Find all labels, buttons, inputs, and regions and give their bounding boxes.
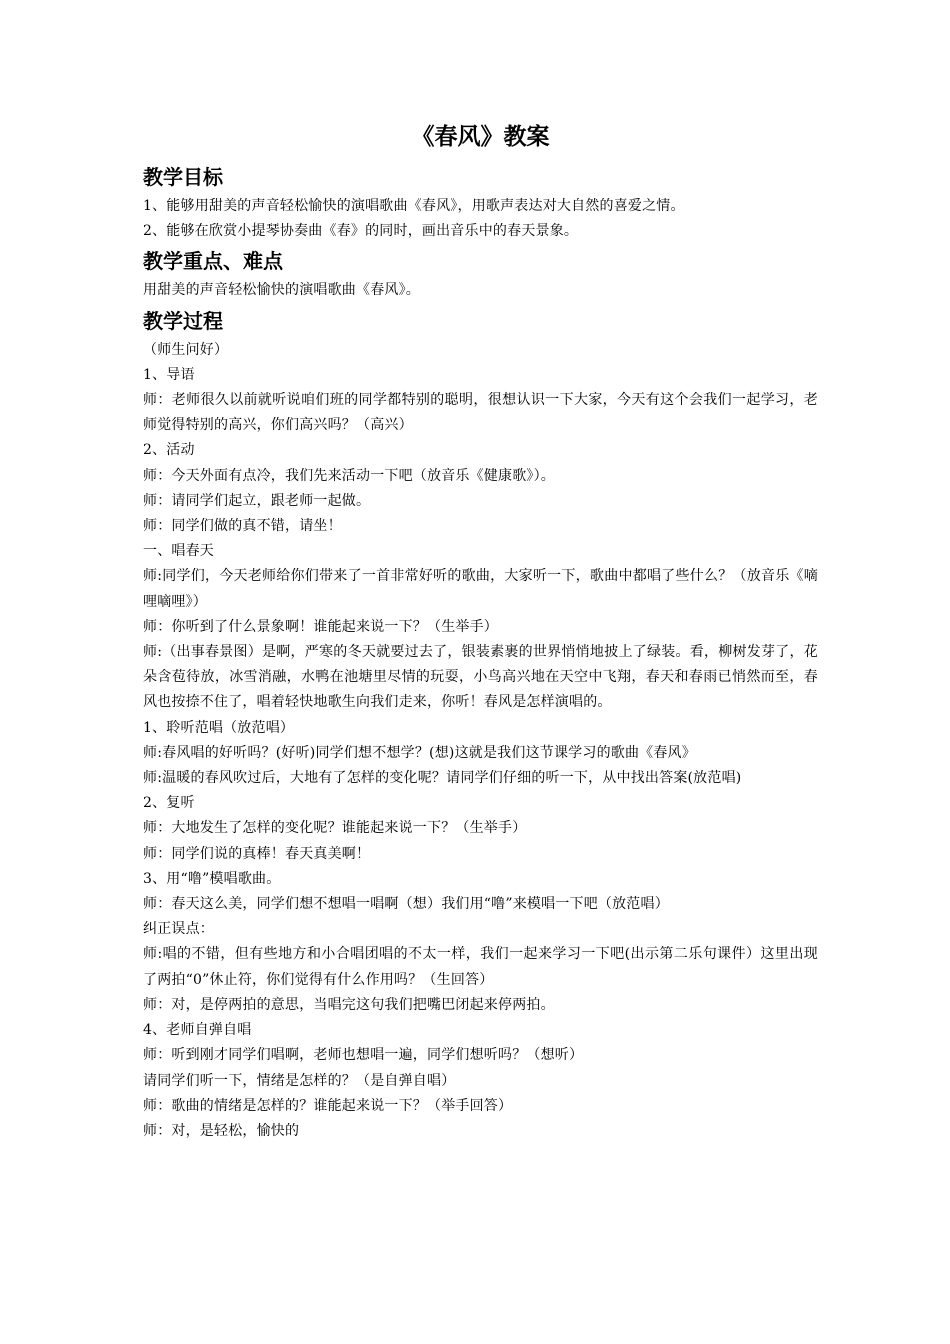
- section-heading-key-points: 教学重点、难点: [143, 249, 283, 274]
- process-line: 师:唱的不错，但有些地方和小合唱团唱的不太一样，我们一起来学习一下吧(出示第二乐句课件）这里出现了两拍“0”休止符，你们觉得有什么作用吗？（生回答）: [143, 946, 818, 988]
- process-line: 纠正误点：: [143, 921, 214, 938]
- process-line: 2、复听: [143, 795, 195, 812]
- section-heading-goals: 教学目标: [143, 165, 223, 189]
- process-line: 师：春天这么美，同学们想不想唱一唱啊（想）我们用“噜”来模唱一下吧（放范唱）: [143, 896, 669, 913]
- goals-line: 2、能够在欣赏小提琴协奏曲《春》的同时，画出音乐中的春天景象。: [143, 223, 579, 240]
- process-line: 师:（出事春景图）是啊，严寒的冬天就要过去了，银装素裹的世界悄悄地披上了绿装。看，柳树发芽了，花朵含苞待放，冰雪消融，水鸭在池塘里尽情的玩耍，小鸟高兴地在天空中飞翔，春天和春雨已悄然而至，春风也按捺不住了，唱着轻快地歌生向我们走来，你听！春风是怎样演唱的。: [143, 644, 818, 711]
- key-points-body: [143, 278, 818, 303]
- process-line: 师：老师很久以前就听说咱们班的同学都特别的聪明，很想认识一下大家，今天有这个会我们一起学习，老师觉得特别的高兴，你们高兴吗？（高兴）: [143, 392, 818, 434]
- process-line: 师：听到刚才同学们唱啊，老师也想唱一遍，同学们想听吗？（想听）: [143, 1047, 584, 1064]
- process-line: 请同学们听一下，情绪是怎样的？（是自弹自唱）: [143, 1072, 456, 1089]
- process-line: 师：同学们做的真不错，请坐！: [143, 518, 342, 535]
- process-line: 师:同学们，今天老师给你们带来了一首非常好听的歌曲，大家听一下，歌曲中都唱了些什么？（放音乐《嘀哩嘀哩》）: [143, 568, 818, 610]
- process-line: 师:温暖的春风吹过后，大地有了怎样的变化呢？请同学们仔细的听一下，从中找出答案(放范唱): [143, 770, 742, 787]
- key-points-line: 用甜美的声音轻松愉快的演唱歌曲《春风》。: [143, 282, 420, 299]
- process-line: 4、老师自弹自唱: [143, 1022, 252, 1039]
- document-page: [143, 118, 818, 1144]
- process-line: 1、聆听范唱（放范唱）: [143, 719, 295, 736]
- process-line: 师：今天外面有点冷，我们先来活动一下吧（放音乐《健康歌》）。: [143, 467, 555, 484]
- process-body: [143, 338, 818, 1145]
- process-line: 1、导语: [143, 366, 195, 383]
- process-line: 师：对，是停两拍的意思，当唱完这句我们把嘴巴闭起来停两拍。: [143, 996, 555, 1013]
- process-line: 师：对，是轻松，愉快的: [143, 1122, 300, 1139]
- document-title: 《春风》教案: [411, 124, 550, 150]
- process-line: 师：同学们说的真棒！春天真美啊！: [143, 845, 371, 862]
- goals-body: [143, 194, 818, 244]
- process-line: 3、用“噜”模唱歌曲。: [143, 870, 281, 887]
- goals-line: 1、能够用甜美的声音轻松愉快的演唱歌曲《春风》，用歌声表达对大自然的喜爱之情。: [143, 198, 685, 214]
- process-line: 师：你听到了什么景象啊！谁能起来说一下？（生举手）: [143, 618, 498, 635]
- process-line: 师:春风唱的好听吗？(好听)同学们想不想学？(想)这就是我们这节课学习的歌曲《春风》: [143, 744, 696, 761]
- process-line: 师：大地发生了怎样的变化呢？谁能起来说一下？（生举手）: [143, 820, 527, 837]
- process-line: 2、活动: [143, 442, 195, 459]
- process-line: 师：歌曲的情绪是怎样的？谁能起来说一下？（举手回答）: [143, 1097, 513, 1114]
- process-line: 师：请同学们起立，跟老师一起做。: [143, 492, 371, 509]
- process-line: （师生问好）: [143, 341, 229, 358]
- section-heading-process: 教学过程: [143, 308, 223, 333]
- process-line: 一、唱春天: [143, 543, 214, 560]
